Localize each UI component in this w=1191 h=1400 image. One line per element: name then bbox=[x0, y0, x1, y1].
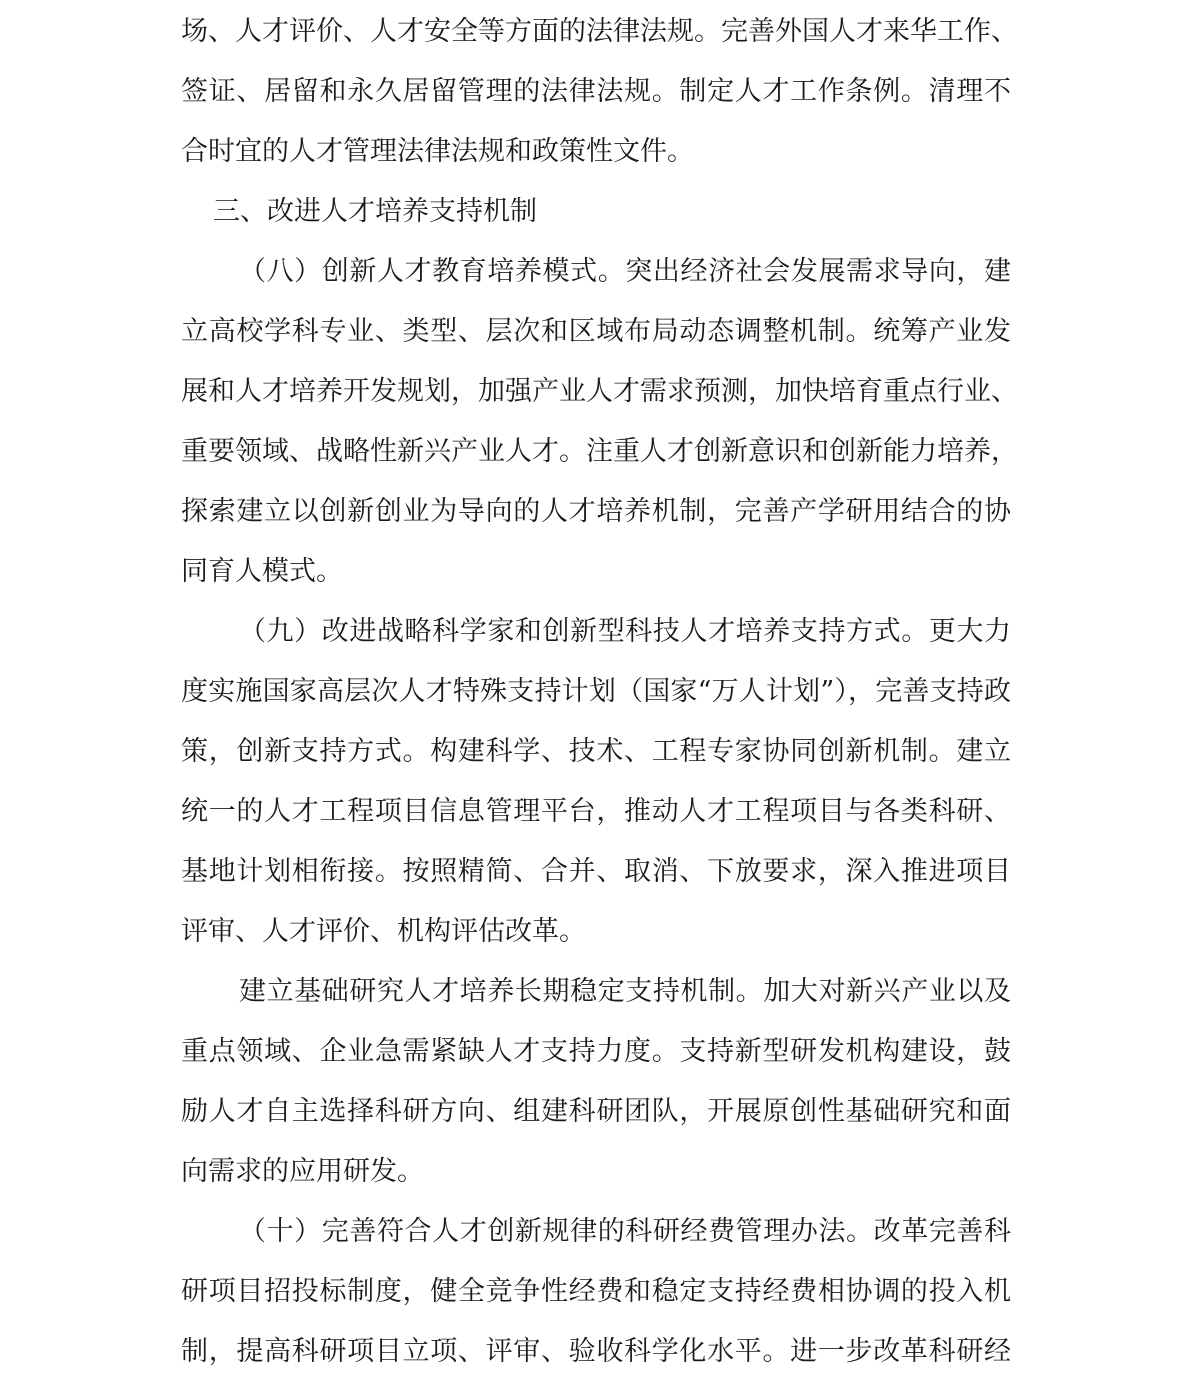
text-line: 立高校学科专业、类型、层次和区域布局动态调整机制。统筹产业发 bbox=[181, 316, 1011, 347]
text-line: 场、人才评价、人才安全等方面的法律法规。完善外国人才来华工作、 bbox=[181, 16, 1018, 47]
text-line: 制，提高科研项目立项、评审、验收科学化水平。进一步改革科研经 bbox=[181, 1336, 1011, 1367]
text-line: 励人才自主选择科研方向、组建科研团队，开展原创性基础研究和面 bbox=[181, 1096, 1011, 1127]
paragraph-first-line: （八）创新人才教育培养模式。突出经济社会发展需求导向，建 bbox=[239, 256, 1011, 287]
text-line: 研项目招投标制度，健全竞争性经费和稳定支持经费相协调的投入机 bbox=[181, 1276, 1011, 1307]
text-line: 探索建立以创新创业为导向的人才培养机制，完善产学研用结合的协 bbox=[181, 496, 1011, 527]
paragraph-first-line: （十）完善符合人才创新规律的科研经费管理办法。改革完善科 bbox=[239, 1216, 1011, 1247]
text-line: 统一的人才工程项目信息管理平台，推动人才工程项目与各类科研、 bbox=[181, 796, 1011, 827]
text-line: 基地计划相衔接。按照精简、合并、取消、下放要求，深入推进项目 bbox=[181, 856, 1011, 887]
paragraph-first-line: （九）改进战略科学家和创新型科技人才培养支持方式。更大力 bbox=[239, 616, 1011, 647]
section-heading: 三、改进人才培养支持机制 bbox=[213, 196, 537, 227]
text-line: 签证、居留和永久居留管理的法律法规。制定人才工作条例。清理不 bbox=[181, 76, 1011, 107]
text-line: 重点领域、企业急需紧缺人才支持力度。支持新型研发机构建设，鼓 bbox=[181, 1036, 1011, 1067]
paragraph-first-line: 建立基础研究人才培养长期稳定支持机制。加大对新兴产业以及 bbox=[239, 976, 1011, 1007]
text-line: 展和人才培养开发规划，加强产业人才需求预测，加快培育重点行业、 bbox=[181, 376, 1018, 407]
text-line: 度实施国家高层次人才特殊支持计划（国家“万人计划”），完善支持政 bbox=[181, 676, 1011, 707]
text-line: 评审、人才评价、机构评估改革。 bbox=[181, 916, 586, 947]
text-line: 同育人模式。 bbox=[181, 556, 343, 587]
text-line: 向需求的应用研发。 bbox=[181, 1156, 424, 1187]
text-line: 重要领域、战略性新兴产业人才。注重人才创新意识和创新能力培养， bbox=[181, 436, 1018, 467]
text-line: 策，创新支持方式。构建科学、技术、工程专家协同创新机制。建立 bbox=[181, 736, 1011, 767]
text-line: 合时宜的人才管理法律法规和政策性文件。 bbox=[181, 136, 694, 167]
